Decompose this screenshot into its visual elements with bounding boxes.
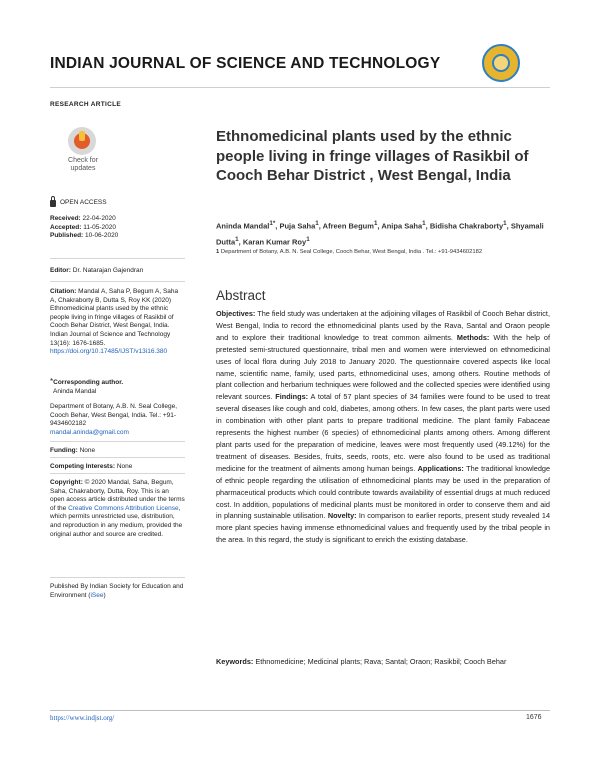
journal-title: INDIAN JOURNAL OF SCIENCE AND TECHNOLOGY [50,55,441,72]
abstract-heading: Abstract [216,288,266,303]
email-link[interactable]: mandal.aninda@gmail.com [50,428,129,436]
objectives-label: Objectives: [216,309,256,318]
editor-label: Editor: [50,267,71,274]
competing-interests-line [50,463,185,472]
funding-label: Funding: [50,447,78,454]
accepted-date: 11-05-2020 [83,223,117,231]
author-name: Afreen Begum [322,221,374,231]
author-name: Bidisha Chakraborty [429,221,504,231]
copyright-block [50,479,185,539]
journal-url-link[interactable]: https://www.indjst.org/ [50,714,115,722]
author-sup: 1* [269,220,276,227]
footer-divider [50,710,550,711]
keywords-label: Keywords: [216,657,254,666]
methods-label: Methods: [456,332,490,342]
affiliation-text: Department of Botany, A.B. N. Seal College, Cooch Behar, West Bengal, India . Tel.: +91-9434602182 [220,249,483,255]
author-name: Aninda Mandal [216,221,270,231]
citation-label: Citation: [50,288,77,295]
author-name: Anipa Saha [381,221,423,231]
isee-link[interactable]: iSee [90,591,104,599]
novelty-label: Novelty: [327,511,357,521]
department-block [50,403,185,437]
author-sup: 1 [235,235,239,243]
author-sup: 1 [503,220,507,227]
publisher-text: Published By Indian Society for Education and Environment ( [50,583,184,599]
methods-text: With the help of pretested semi-structured questionnaire, tribal men and women were interviewed on ethnomedicinal uses of local flora during July 2018 to January 2020. The questionnaire covered aspects like local name, scientific name, family, used parts, ethnomedicinal uses, among others. Routine methods of plant collection and herbarium techniques were followed and the collected species were identified using relevant sources. [216,332,550,402]
sidebar-divider [50,577,185,578]
author-name: Puja Saha [279,221,316,231]
sidebar-divider [50,258,185,259]
sidebar-divider [50,281,185,282]
article-title: Ethnomedicinal plants used by the ethnic people living in fringe villages of Rasikbil of Cooch Behar District , West Bengal, India [216,128,529,184]
findings-text: A total of 57 plant species of 34 families were found to be used to treat several diseases like cough and cold, diabetes, among others. In few cases, the plant parts were used in combination with other plant parts to prepare traditional medicine. The plant family Fabaceae represents the highest number (6 species) of ethnomedicinal plants among others. Among different plant parts used for the preparation of medicine, leaves were most frequently used (49.12%) for the treatment of diseases. Besides, fruits, seeds, roots, etc. were also found to be used as traditional medicine for the treatment of ailments among human beings. [216,392,551,473]
lock-open-icon [50,200,56,207]
page-number: 1676 [526,714,542,721]
editor-name: Dr. Natarajan Gajendran [72,267,144,274]
sidebar-divider [50,473,185,474]
publisher-block [50,583,185,600]
check-for-updates-badge[interactable] [58,127,108,179]
copyright-text-end: , which permits unrestricted use, distribution, and reproduction in any medium, provided the original author and source are credited. [50,504,183,538]
license-link[interactable]: Creative Commons Attribution License [68,504,179,512]
author-name: Karan Kumar Roy [242,237,307,246]
citation-text: Mandal A, Saha P, Begum A, Saha A, Chakraborty B, Dutta S, Roy KK (2020) Ethnomedicinal plants used by the ethnic people living in fringe villages of Rasikbil of Cooch Behar District, West Bengal, India. Indian Journal of Science and Technology 13(16): 1676-1685. [50,288,179,347]
corresponding-name: Aninda Mandal [53,387,97,395]
journal-seal-icon [482,44,520,82]
accepted-label: Accepted: [50,223,82,231]
published-date: 10-06-2020 [85,232,119,240]
corresponding-label: Corresponding author. [53,379,124,386]
author-name: Shyamali Dutta [216,221,544,246]
article-type: RESEARCH ARTICLE [50,101,122,108]
keywords [216,656,550,668]
received-date: 22-04-2020 [82,215,116,222]
affiliation [216,248,556,257]
affiliation-number: 1 [216,249,220,255]
asterisk-icon: * [50,377,54,386]
keywords-text: Ethnomedicine; Medicinal plants; Rava; Santal; Oraon; Rasikbil; Cooch Behar [255,657,507,666]
author-sup: 1 [373,220,378,227]
header-divider [50,87,550,88]
citation-doi-link[interactable]: https://doi.org/10.17485/IJST/v13i16.380 [50,348,168,356]
department-address: Department of Botany, A.B. N. Seal College, Cooch Behar, West Bengal, India. Tel.: +91-9434602182 [50,403,178,428]
sidebar-divider [50,457,185,458]
funding-line [50,447,185,456]
badge-label: Check for updates [68,157,98,172]
applications-label: Applications: [417,463,464,473]
author-sup: 1 [306,235,310,243]
corresponding-author-block [50,378,185,396]
editor-line [50,267,185,276]
author-sup: 1 [315,220,319,227]
published-label: Published: [50,232,84,240]
copyright-label: Copyright: [50,479,83,486]
dates-block [50,215,185,241]
copyright-text: © 2020 Mandal, Saha, Begum, Saha, Chakraborty, Dutta, Roy. This is an open access article distributed under the terms of the [50,479,185,512]
open-access-label: OPEN ACCESS [60,199,107,206]
novelty-text: In comparison to earlier reports, present study revealed 14 more plant species having immense ethnomedicinal values and frequently used by the tribal people in the area. In this regard, the study is significant to enrich the existing database. [216,511,551,545]
findings-label: Findings: [275,392,309,402]
competing-label: Competing Interests: [50,463,116,470]
citation-block [50,288,185,357]
publisher-close: ) [103,591,106,599]
check-for-updates-icon [68,127,96,155]
sidebar-divider [50,441,185,442]
competing-value: None [116,463,133,470]
author-sup: 1 [422,220,426,227]
author-list: Aninda Mandal$^{1*}$, Puja Saha$^1$, Afreen Begum$^1$, Anipa Saha$^1$, Bidisha Chakraborty$^1$, Shyamali Dutta$^1$, Karan Kumar Roy$^1$ [216,220,544,246]
abstract-body [216,308,550,546]
applications-text: The traditional knowledge of ethnic people regarding the utilisation of ethnomedicinal plants may be used in the preparation of pharmaceutical products which could contribute towards availability of essential drugs at much reduced cost. In addition, populations of medicinal plants must be monitored in order to conserve them and aid in planning sustainable utilisation. [216,463,551,521]
objectives-text: The field study was undertaken at the adjoining villages of Rasikbil of Cooch Behar district, West Bengal, India to record the ethnomedicinal plants used by the Rava, Santal and Oraon people and to explore their traditional knowledge to treat common ailments. [216,309,550,342]
received-label: Received: [50,215,81,222]
funding-value: None [79,447,96,454]
open-access-row [50,199,185,208]
